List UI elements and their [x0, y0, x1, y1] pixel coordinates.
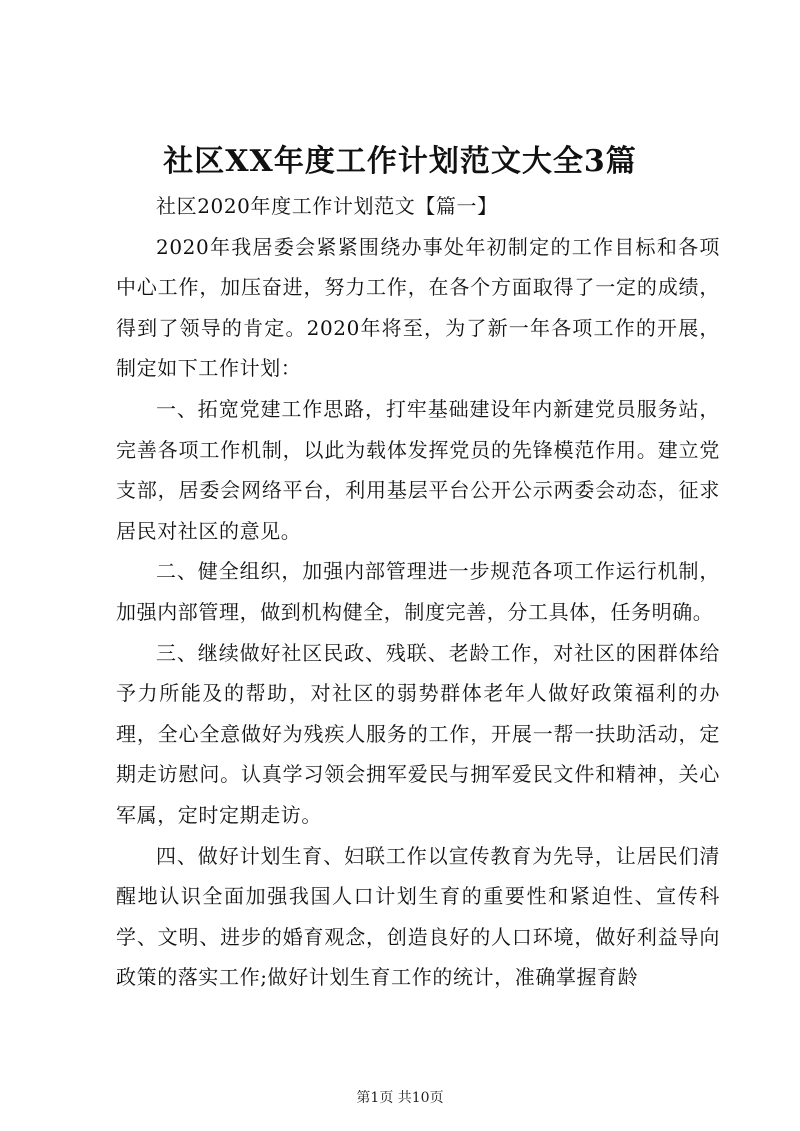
document-title: 社区XX年度工作计划范文大全3篇 [163, 144, 637, 179]
paragraph-section-heading: 社区2020年度工作计划范文【篇一】 [156, 194, 498, 218]
page-footer: 第1页 共10页 [356, 1090, 444, 1106]
paragraph-item-2: 二、健全组织，加强内部管理进一步规范各项工作运行机制，加强内部管理，做到机构健全，制度完善，分工具体，任务明确。 [116, 559, 720, 624]
paragraph-item-1: 一、拓宽党建工作思路，打牢基础建设年内新建党员服务站，完善各项工作机制，以此为载体发挥党员的先锋模范作用。建立党支部，居委会网络平台，利用基层平台公开公示两委会动态，征求居民对社区的意见。 [116, 396, 720, 543]
paragraph-item-4: 四、做好计划生育、妇联工作以宣传教育为先导，让居民们清醒地认识全面加强我国人口计划生育的重要性和紧迫性、宣传科学、文明、进步的婚育观念，创造良好的人口环境，做好利益导向政策的落实工作;做好计划生育工作的统计，准确掌握育龄 [116, 843, 720, 990]
document-body [116, 186, 720, 998]
paragraph-intro: 2020年我居委会紧紧围绕办事处年初制定的工作目标和各项中心工作，加压奋进，努力工作，在各个方面取得了一定的成绩，得到了领导的肯定。2020年将至，为了新一年各项工作的开展，制定如下工作计划： [116, 234, 720, 381]
paragraph-item-3: 三、继续做好社区民政、残联、老龄工作，对社区的困群体给予力所能及的帮助，对社区的弱势群体老年人做好政策福利的办理，全心全意做好为残疾人服务的工作，开展一帮一扶助活动，定期走访慰问。认真学习领会拥军爱民与拥军爱民文件和精神，关心军属，定时定期走访。 [116, 640, 720, 827]
